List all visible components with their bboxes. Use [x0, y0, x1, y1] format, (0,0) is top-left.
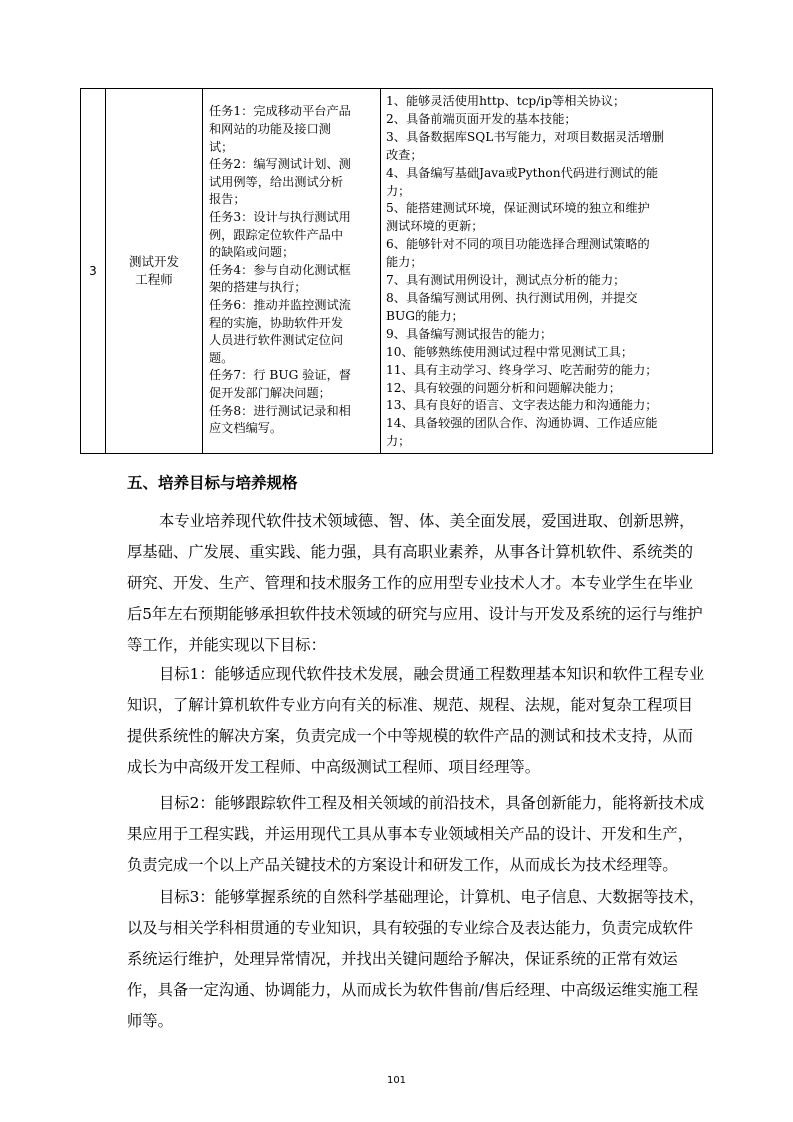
task-line: 任务7：行 BUG 验证，督 — [209, 368, 351, 383]
ability-line: 4、具备编写基础Java或Python代码进行测试的能 — [386, 165, 659, 180]
section-heading: 五、培养目标与培养规格 — [127, 474, 298, 492]
task-line: 人员进行软件测试定位问 — [209, 333, 344, 348]
paragraph-line: 果应用于工程实践，并运用现代工具从事本专业领域相关产品的设计、开发和生产， — [127, 825, 693, 843]
paragraph-line: 本专业培养现代软件技术领域德、智、体、美全面发展，爱国进取、创新思辨， — [159, 512, 695, 530]
paragraph-line: 厚基础、广发展、重实践、能力强，具有高职业素养，从事各计算机软件、系统类的 — [127, 543, 693, 561]
task-line: 的缺陷或问题； — [209, 245, 295, 260]
ability-line: 5、能搭建测试环境，保证测试环境的独立和维护 — [386, 201, 650, 216]
ability-line: 11、具有主动学习、终身学习、吃苦耐劳的能力； — [386, 362, 658, 377]
abilities-cell — [381, 89, 713, 454]
ability-line: 7、具有测试用例设计，测试点分析的能力； — [386, 273, 626, 288]
paragraph-line: 提供系统性的解决方案，负责完成一个中等规模的软件产品的测试和技术支持，从而 — [127, 727, 693, 745]
role-line: 测试开发 — [128, 254, 179, 270]
task-line: 促开发部门解决问题； — [209, 385, 331, 400]
paragraph-line: 作，具备一定沟通、协调能力，从而成长为软件售前/售后经理、中高级运维实施工程 — [127, 981, 699, 999]
ability-line: 9、具备编写测试报告的能力； — [386, 326, 553, 341]
task-line: 试； — [209, 139, 234, 154]
task-line: 应文档编写。 — [209, 421, 283, 436]
paragraph-line: 成长为中高级开发工程师、中高级测试工程师、项目经理等。 — [127, 758, 541, 776]
table-row — [81, 89, 713, 454]
task-line: 报告； — [209, 192, 246, 207]
page-number: 101 — [386, 1075, 407, 1086]
ability-line: 力； — [386, 183, 411, 198]
paragraph-line: 负责完成一个以上产品关键技术的方案设计和研发工作，从而成长为技术经理等。 — [127, 856, 678, 874]
task-line: 任务8：进行测试记录和相 — [209, 403, 351, 418]
task-line: 任务1：完成移动平台产品 — [209, 104, 351, 119]
task-line: 任务6：推动并监控测试流 — [209, 297, 351, 312]
task-line: 例，跟踪定位软件产品中 — [209, 227, 344, 242]
paragraph-line: 以及与相关学科相贯通的专业知识，具有较强的专业综合及表达能力，负责完成软件 — [127, 919, 693, 937]
ability-line: 10、能够熟练使用测试过程中常见测试工具； — [386, 344, 634, 359]
paragraph-line: 师等。 — [127, 1012, 173, 1030]
ability-line: 测试环境的更新； — [386, 219, 484, 234]
ability-line: BUG的能力； — [386, 308, 464, 323]
ability-line: 8、具备编写测试用例、执行测试用例，并提交 — [386, 290, 638, 305]
paragraph-line: 目标1：能够适应现代软件技术发展，融会贯通工程数理基本知识和软件工程专业 — [159, 665, 705, 683]
role-line: 工程师 — [135, 272, 173, 288]
paragraph-line: 研究、开发、生产、管理和技术服务工作的应用型专业技术人才。本专业学生在毕业 — [127, 574, 693, 592]
paragraph-line: 后5年左右预期能够承担软件技术领域的研究与应用、设计与开发及系统的运行与维护 — [127, 605, 703, 623]
paragraph-line: 知识，了解计算机软件专业方向有关的标准、规范、规程、法规，能对复杂工程项目 — [127, 696, 693, 714]
task-line: 任务4：参与自动化测试框 — [209, 262, 351, 277]
paragraph-line: 目标3：能够掌握系统的自然科学基础理论，计算机、电子信息、大数据等技术， — [159, 888, 705, 906]
paragraph-line: 等工作，并能实现以下目标： — [127, 636, 326, 654]
tasks-cell — [203, 89, 381, 454]
paragraph-intro — [127, 506, 717, 661]
ability-line: 1、能够灵活使用http、tcp/ip等相关协议； — [386, 94, 626, 108]
task-line: 题。 — [209, 350, 234, 365]
row-number: 3 — [81, 89, 106, 454]
task-line: 任务2：编写测试计划、测 — [209, 157, 351, 172]
paragraph-goal-3 — [127, 882, 717, 1037]
paragraph-line: 系统运行维护，处理异常情况，并找出关键问题给予解决，保证系统的正常有效运 — [127, 950, 678, 968]
ability-line: 6、能够针对不同的项目功能选择合理测试策略的 — [386, 237, 650, 252]
ability-line: 能力； — [386, 255, 423, 270]
task-line: 和网站的功能及接口测 — [209, 122, 331, 137]
task-line: 架的搭建与执行； — [209, 280, 307, 295]
task-line: 任务3：设计与执行测试用 — [209, 209, 351, 224]
ability-line: 12、具有较强的问题分析和问题解决能力； — [386, 380, 621, 395]
ability-line: 改查； — [386, 147, 423, 162]
job-table — [80, 88, 713, 454]
task-line: 试用例等，给出测试分析 — [209, 174, 344, 189]
ability-line: 3、具备数据库SQL书写能力，对项目数据灵活增删 — [386, 129, 664, 144]
role-cell — [106, 89, 203, 454]
ability-line: 14、具备较强的团队合作、沟通协调、工作适应能 — [386, 416, 658, 431]
paragraph-goal-2 — [127, 788, 717, 881]
ability-line: 2、具备前端页面开发的基本技能； — [386, 111, 577, 126]
paragraph-goal-1 — [127, 659, 717, 783]
paragraph-line: 目标2：能够跟踪软件工程及相关领域的前沿技术，具备创新能力，能将新技术成 — [159, 794, 705, 812]
ability-line: 13、具有良好的语言、文字表达能力和沟通能力； — [386, 398, 658, 413]
ability-line: 力； — [386, 434, 411, 449]
task-line: 程的实施，协助软件开发 — [209, 315, 344, 330]
